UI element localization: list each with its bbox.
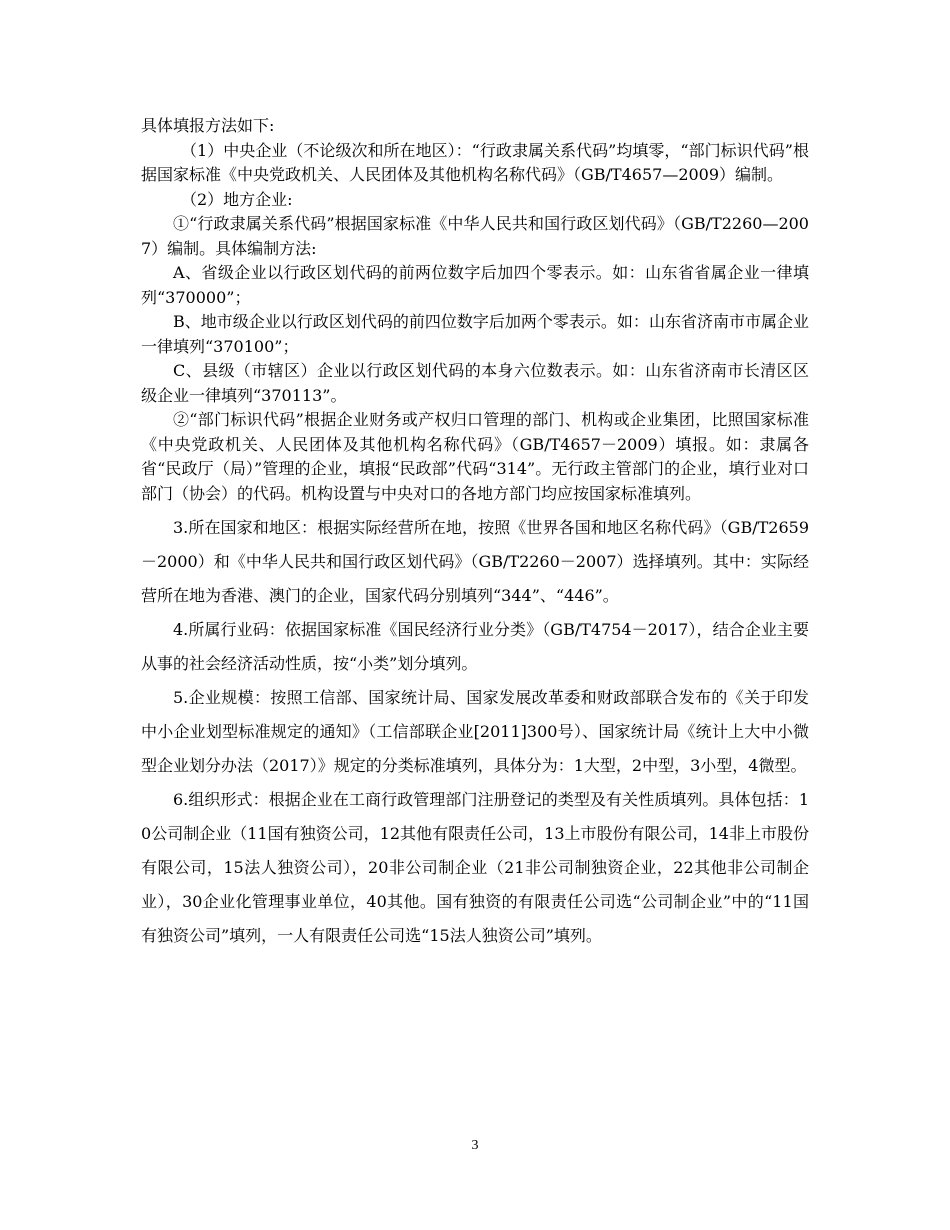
county-level-paragraph: C、县级（市辖区）企业以行政区划代码的本身六位数表示。如：山东省济南市长清区区级企业一律填列“370113”。 — [141, 361, 809, 405]
country-region-paragraph: 3.所在国家和地区：根据实际经营所在地，按照《世界各国和地区名称代码》（GB/T2659－2000）和《中华人民共和国行政区划代码》（GB/T2260－2007）选择填列。其中：实际经营所在地为香港、澳门的企业，国家代码分别填列“344”、“446”。 — [141, 518, 809, 605]
intro-line: 具体填报方法如下: — [141, 116, 275, 135]
department-code-paragraph: ②“部门标识代码”根据企业财务或产权归口管理的部门、机构或企业集团，比照国家标准《中央党政机关、人民团体及其他机构名称代码》（GB/T4657－2009）填报。如：隶属各省“民政厅（局）”管理的企业，填报“民政部”代码“314”。无行政主管部门的企业，填行业对口部门（协会）的代码。机构设置与中央对口的各地方部门均应按国家标准填列。 — [141, 410, 809, 503]
industry-code-paragraph: 4.所属行业码：依据国家标准《国民经济行业分类》（GB/T4754－2017），结合企业主要从事的社会经济活动性质，按“小类”划分填列。 — [141, 620, 809, 673]
enterprise-scale-paragraph: 5.企业规模：按照工信部、国家统计局、国家发展改革委和财政部联合发布的《关于印发中小企业划型标准规定的通知》（工信部联企业[2011]300号）、国家统计局《统计上大中小微型企业划分办法（2017）》规定的分类标准填列，具体分为：1大型，2中型，3小型，4微型。 — [141, 688, 809, 775]
organization-form-paragraph: 6.组织形式：根据企业在工商行政管理部门注册登记的类型及有关性质填列。具体包括：10公司制企业（11国有独资公司，12其他有限责任公司，13上市股份有限公司，14非上市股份有限公司，15法人独资公司），20非公司制企业（21非公司制独资企业，22其他非公司制企业），30企业化管理事业单位，40其他。国有独资的有限责任公司选“公司制企业”中的“11国有独资公司”填列，一人有限责任公司选“15法人独资公司”填列。 — [141, 790, 809, 945]
admin-code-paragraph: ①“行政隶属关系代码”根据国家标准《中华人民共和国行政区划代码》（GB/T2260—2007）编制。具体编制方法: — [141, 214, 809, 258]
province-level-paragraph: A、省级企业以行政区划代码的前两位数字后加四个零表示。如：山东省省属企业一律填列“370000”； — [141, 263, 809, 307]
local-enterprise-heading: （2）地方企业: — [181, 189, 293, 209]
page-number: 3 — [471, 1138, 479, 1153]
central-enterprise-paragraph: （1）中央企业（不论级次和所在地区）：“行政隶属关系代码”均填零，“部门标识代码”根据国家标准《中央党政机关、人民团体及其他机构名称代码》（GB/T4657—2009）编制。 — [141, 140, 809, 184]
city-level-paragraph: B、地市级企业以行政区划代码的前四位数字后加两个零表示。如：山东省济南市市属企业一律填列“370100”； — [141, 312, 809, 356]
document-body — [141, 114, 809, 953]
